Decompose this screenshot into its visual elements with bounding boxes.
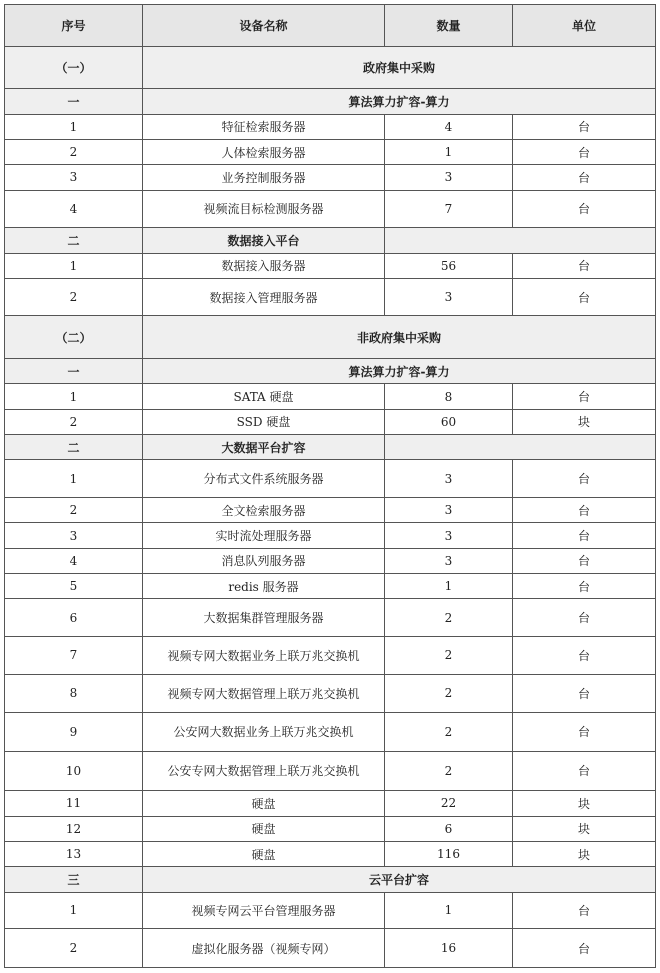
section-number: 一 (5, 359, 143, 384)
table-row (5, 548, 656, 573)
section-empty (385, 435, 656, 460)
unit: 台 (513, 892, 656, 929)
row-number: 8 (5, 674, 143, 713)
table-row (5, 165, 656, 190)
table-row (5, 139, 656, 164)
device-name: 数据接入服务器 (143, 253, 385, 278)
row-number: 1 (5, 384, 143, 409)
device-name: 视频流目标检测服务器 (143, 190, 385, 228)
device-name: 业务控制服务器 (143, 165, 385, 190)
row-number: 4 (5, 548, 143, 573)
table-row (5, 574, 656, 599)
section-number: 三 (5, 867, 143, 892)
quantity: 22 (385, 791, 513, 816)
row-number: 10 (5, 751, 143, 791)
row-number: 4 (5, 190, 143, 228)
table-row (5, 498, 656, 523)
table-row (5, 190, 656, 228)
row-number: 3 (5, 523, 143, 548)
row-number: 1 (5, 253, 143, 278)
section-row (5, 89, 656, 114)
row-number: 3 (5, 165, 143, 190)
table-row (5, 523, 656, 548)
device-name: SATA 硬盘 (143, 384, 385, 409)
device-name: 视频专网大数据业务上联万兆交换机 (143, 636, 385, 674)
device-name: 硬盘 (143, 816, 385, 841)
quantity: 3 (385, 548, 513, 573)
section-row (5, 359, 656, 384)
section-number: 二 (5, 435, 143, 460)
row-number: 9 (5, 713, 143, 752)
table-row (5, 674, 656, 713)
row-number: 11 (5, 791, 143, 816)
table-row (5, 384, 656, 409)
quantity: 2 (385, 751, 513, 791)
quantity: 6 (385, 816, 513, 841)
row-number: 2 (5, 929, 143, 968)
row-number: 2 (5, 409, 143, 434)
row-number: 1 (5, 460, 143, 498)
table-row (5, 460, 656, 498)
row-number: 7 (5, 636, 143, 674)
unit: 台 (513, 574, 656, 599)
device-name: 人体检索服务器 (143, 139, 385, 164)
row-number: 2 (5, 498, 143, 523)
table-row (5, 892, 656, 929)
unit: 台 (513, 253, 656, 278)
group-number: （一） (5, 46, 143, 89)
unit: 台 (513, 929, 656, 968)
unit: 台 (513, 548, 656, 573)
quantity: 1 (385, 574, 513, 599)
quantity: 3 (385, 523, 513, 548)
quantity: 3 (385, 498, 513, 523)
device-name: 公安网大数据业务上联万兆交换机 (143, 713, 385, 752)
table-row (5, 816, 656, 841)
table-row (5, 409, 656, 434)
unit: 台 (513, 384, 656, 409)
unit: 块 (513, 791, 656, 816)
unit: 台 (513, 190, 656, 228)
table-row (5, 751, 656, 791)
table-row (5, 278, 656, 316)
unit: 台 (513, 114, 656, 139)
table-row (5, 929, 656, 968)
quantity: 1 (385, 139, 513, 164)
group-title: 非政府集中采购 (143, 316, 656, 359)
unit: 台 (513, 498, 656, 523)
quantity: 2 (385, 674, 513, 713)
table-row (5, 791, 656, 816)
row-number: 2 (5, 278, 143, 316)
quantity: 2 (385, 713, 513, 752)
device-name: 视频专网云平台管理服务器 (143, 892, 385, 929)
quantity: 60 (385, 409, 513, 434)
device-name: 特征检索服务器 (143, 114, 385, 139)
section-row (5, 435, 656, 460)
quantity: 3 (385, 165, 513, 190)
unit: 台 (513, 460, 656, 498)
device-name: 硬盘 (143, 841, 385, 866)
unit: 台 (513, 713, 656, 752)
section-title: 算法算力扩容-算力 (143, 89, 656, 114)
header-row (5, 5, 656, 47)
unit: 台 (513, 139, 656, 164)
header-no: 序号 (5, 5, 143, 47)
unit: 块 (513, 816, 656, 841)
row-number: 2 (5, 139, 143, 164)
device-name: redis 服务器 (143, 574, 385, 599)
table-row (5, 636, 656, 674)
device-name: SSD 硬盘 (143, 409, 385, 434)
unit: 台 (513, 674, 656, 713)
device-name: 实时流处理服务器 (143, 523, 385, 548)
header-name: 设备名称 (143, 5, 385, 47)
header-unit: 单位 (513, 5, 656, 47)
quantity: 1 (385, 892, 513, 929)
section-row (5, 867, 656, 892)
unit: 块 (513, 841, 656, 866)
device-name: 分布式文件系统服务器 (143, 460, 385, 498)
row-number: 13 (5, 841, 143, 866)
section-empty (385, 228, 656, 253)
device-name: 全文检索服务器 (143, 498, 385, 523)
section-title: 算法算力扩容-算力 (143, 359, 656, 384)
table-row (5, 713, 656, 752)
device-name: 硬盘 (143, 791, 385, 816)
device-name: 虚拟化服务器（视频专网） (143, 929, 385, 968)
device-name: 大数据集群管理服务器 (143, 599, 385, 637)
section-title: 数据接入平台 (143, 228, 385, 253)
device-name: 公安专网大数据管理上联万兆交换机 (143, 751, 385, 791)
section-row (5, 228, 656, 253)
unit: 块 (513, 409, 656, 434)
unit: 台 (513, 751, 656, 791)
unit: 台 (513, 636, 656, 674)
table-body (5, 5, 656, 968)
quantity: 2 (385, 636, 513, 674)
quantity: 3 (385, 278, 513, 316)
table-row (5, 253, 656, 278)
row-number: 1 (5, 114, 143, 139)
quantity: 7 (385, 190, 513, 228)
quantity: 4 (385, 114, 513, 139)
quantity: 8 (385, 384, 513, 409)
group-row (5, 46, 656, 89)
row-number: 12 (5, 816, 143, 841)
equipment-table (4, 4, 656, 968)
unit: 台 (513, 165, 656, 190)
header-qty: 数量 (385, 5, 513, 47)
row-number: 1 (5, 892, 143, 929)
quantity: 16 (385, 929, 513, 968)
row-number: 5 (5, 574, 143, 599)
device-name: 数据接入管理服务器 (143, 278, 385, 316)
unit: 台 (513, 523, 656, 548)
quantity: 56 (385, 253, 513, 278)
section-title: 云平台扩容 (143, 867, 656, 892)
table-row (5, 841, 656, 866)
section-number: 一 (5, 89, 143, 114)
device-name: 视频专网大数据管理上联万兆交换机 (143, 674, 385, 713)
section-title: 大数据平台扩容 (143, 435, 385, 460)
section-number: 二 (5, 228, 143, 253)
table-row (5, 599, 656, 637)
quantity: 116 (385, 841, 513, 866)
row-number: 6 (5, 599, 143, 637)
device-name: 消息队列服务器 (143, 548, 385, 573)
quantity: 3 (385, 460, 513, 498)
quantity: 2 (385, 599, 513, 637)
group-title: 政府集中采购 (143, 46, 656, 89)
table-row (5, 114, 656, 139)
group-number: （二） (5, 316, 143, 359)
unit: 台 (513, 278, 656, 316)
group-row (5, 316, 656, 359)
unit: 台 (513, 599, 656, 637)
